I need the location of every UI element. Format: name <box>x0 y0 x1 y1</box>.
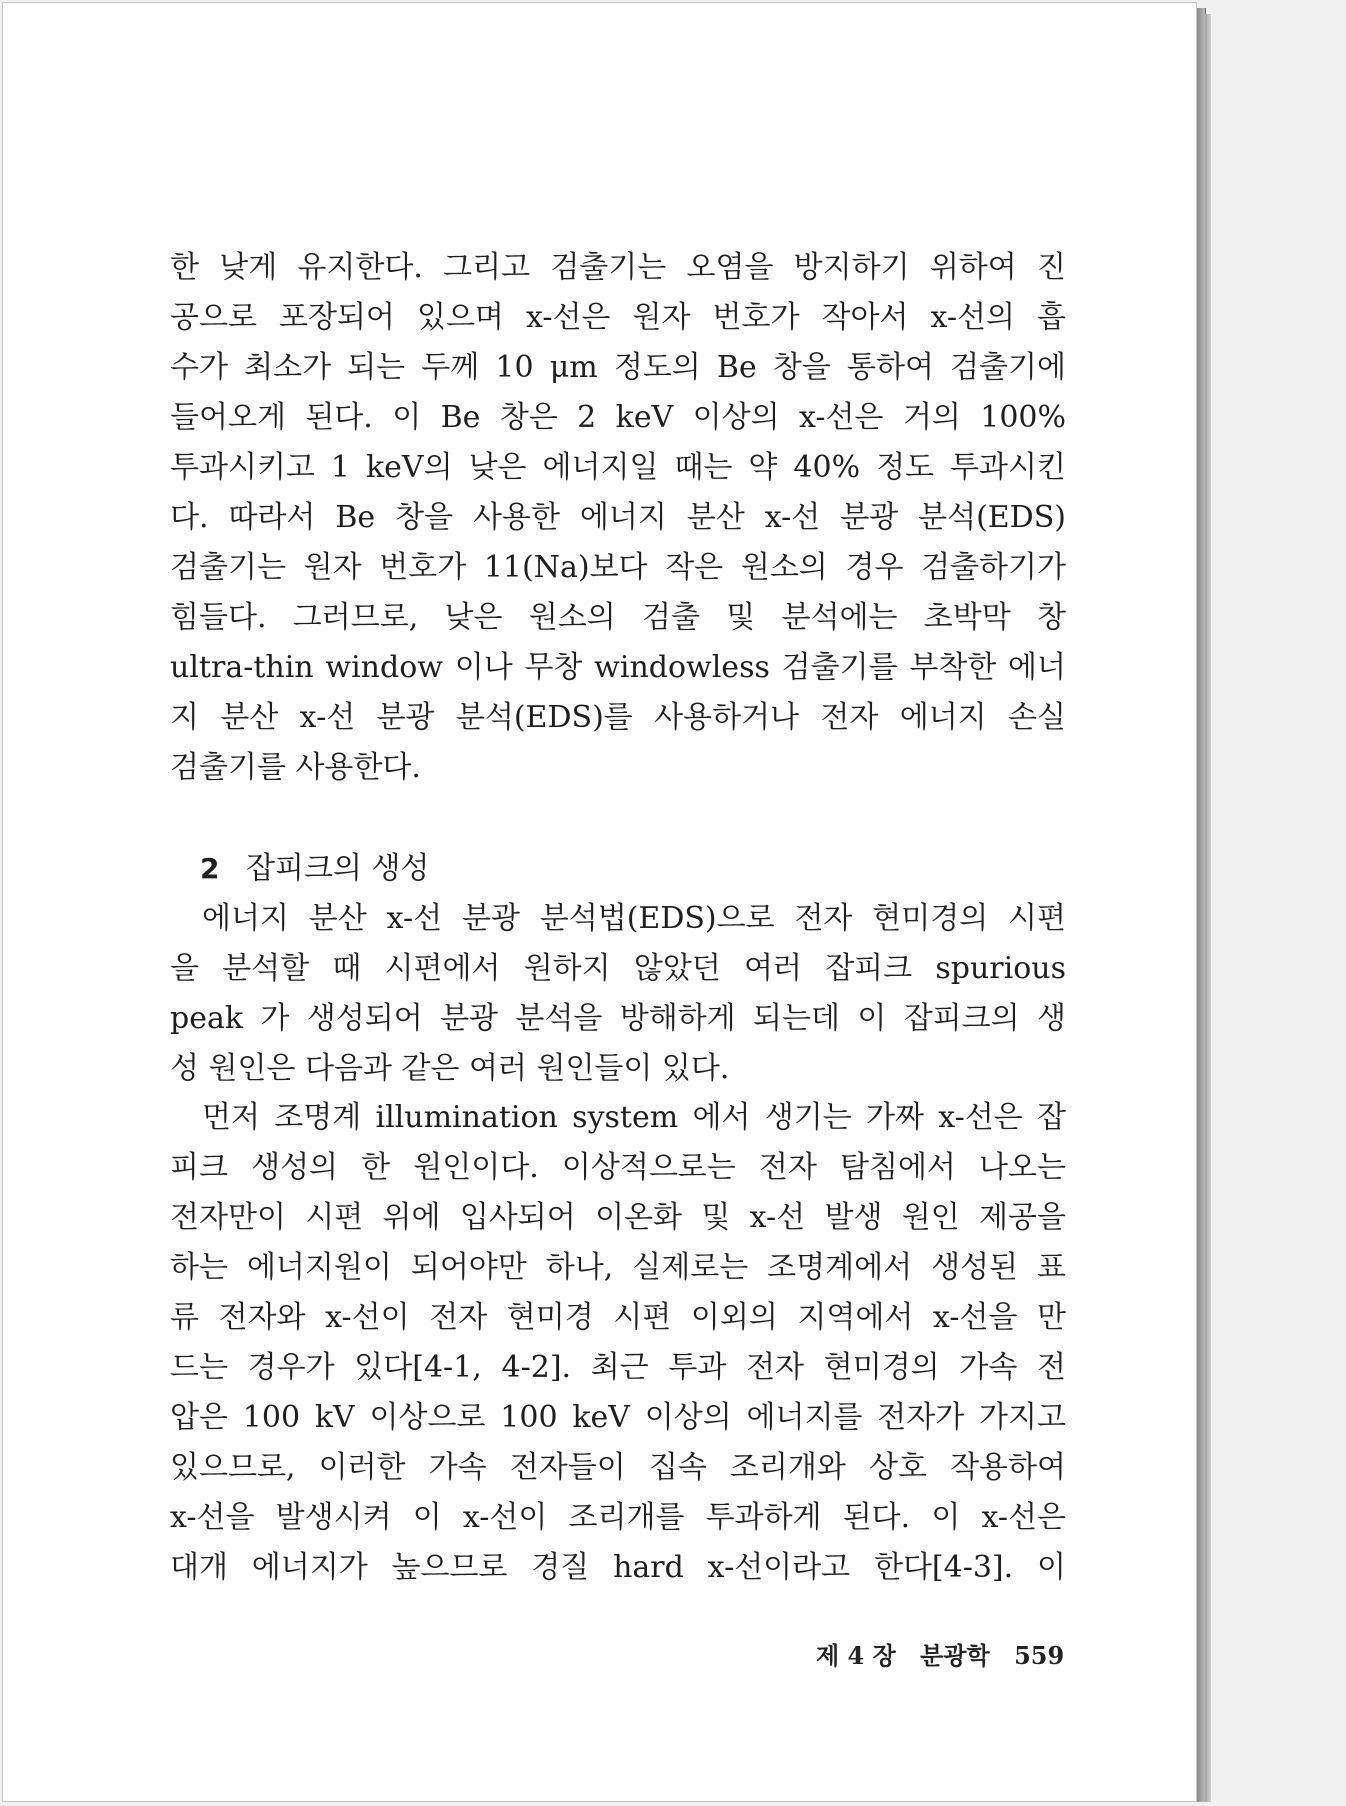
text-line: 공으로 포장되어 있으며 x-선은 원자 번호가 작아서 x-선의 흡 <box>170 300 1066 335</box>
paragraph-1 <box>170 243 1066 793</box>
text-line: 수가 최소가 되는 두께 10 μm 정도의 Be 창을 통하여 검출기에 <box>170 350 1066 385</box>
text-line: 먼저 조명계 illumination system 에서 생기는 가짜 x-선은 잡 <box>202 1100 1066 1135</box>
text-line: 성 원인은 다음과 같은 여러 원인들이 있다. <box>170 1051 730 1086</box>
paragraph-3 <box>170 1093 1066 1593</box>
text-line: 을 분석할 때 시편에서 원하지 않았던 여러 잡피크 spurious <box>170 951 1066 986</box>
text-line: 들어오게 된다. 이 Be 창은 2 keV 이상의 x-선은 거의 100% <box>170 400 1066 435</box>
section-title: 잡피크의 생성 <box>246 851 430 886</box>
text-line: 드는 경우가 있다[4-1, 4-2]. 최근 투과 전자 현미경의 가속 전 <box>170 1350 1066 1385</box>
text-line: 지 분산 x-선 분광 분석(EDS)를 사용하거나 전자 에너지 손실 <box>170 700 1066 735</box>
text-line: 있으므로, 이러한 가속 전자들이 집속 조리개와 상호 작용하여 <box>170 1450 1066 1485</box>
chapter-title: 분광학 <box>920 1641 990 1670</box>
section-heading <box>200 844 429 894</box>
text-line: 다. 따라서 Be 창을 사용한 에너지 분산 x-선 분광 분석(EDS) <box>170 500 1066 535</box>
page-edge-shadow-back <box>1205 14 1211 1802</box>
text-line: 류 전자와 x-선이 전자 현미경 시편 이외의 지역에서 x-선을 만 <box>170 1300 1066 1335</box>
text-line: 힘들다. 그러므로, 낮은 원소의 검출 및 분석에는 초박막 창 <box>170 600 1066 635</box>
text-line: 피크 생성의 한 원인이다. 이상적으로는 전자 탐침에서 나오는 <box>170 1150 1066 1185</box>
text-line: 대개 에너지가 높으므로 경질 hard x-선이라고 한다[4-3]. 이 <box>170 1550 1066 1585</box>
text-line: x-선을 발생시켜 이 x-선이 조리개를 투과하게 된다. 이 x-선은 <box>170 1500 1066 1535</box>
text-line: 검출기를 사용한다. <box>170 750 421 785</box>
text-line: 검출기는 원자 번호가 11(Na)보다 작은 원소의 경우 검출하기가 <box>170 550 1066 585</box>
text-line: 에너지 분산 x-선 분광 분석법(EDS)으로 전자 현미경의 시편 <box>202 901 1066 936</box>
text-line: 압은 100 kV 이상으로 100 keV 이상의 에너지를 전자가 가지고 <box>170 1400 1066 1435</box>
text-line: 하는 에너지원이 되어야만 하나, 실제로는 조명계에서 생성된 표 <box>170 1250 1066 1285</box>
text-line: 한 낮게 유지한다. 그리고 검출기는 오염을 방지하기 위하여 진 <box>170 250 1066 285</box>
page-footer <box>816 1636 1064 1671</box>
chapter-label: 제 4 장 <box>816 1641 896 1670</box>
section-number: 2 <box>200 852 220 885</box>
paragraph-2 <box>170 894 1066 1094</box>
text-line: 투과시키고 1 keV의 낮은 에너지일 때는 약 40% 정도 투과시킨 <box>170 450 1066 485</box>
text-line: ultra-thin window 이나 무창 windowless 검출기를 부착한 에너 <box>170 650 1066 685</box>
text-line: 전자만이 시편 위에 입사되어 이온화 및 x-선 발생 원인 제공을 <box>170 1200 1066 1235</box>
text-line: peak 가 생성되어 분광 분석을 방해하게 되는데 이 잡피크의 생 <box>170 1001 1066 1036</box>
page-number: 559 <box>1014 1641 1065 1670</box>
